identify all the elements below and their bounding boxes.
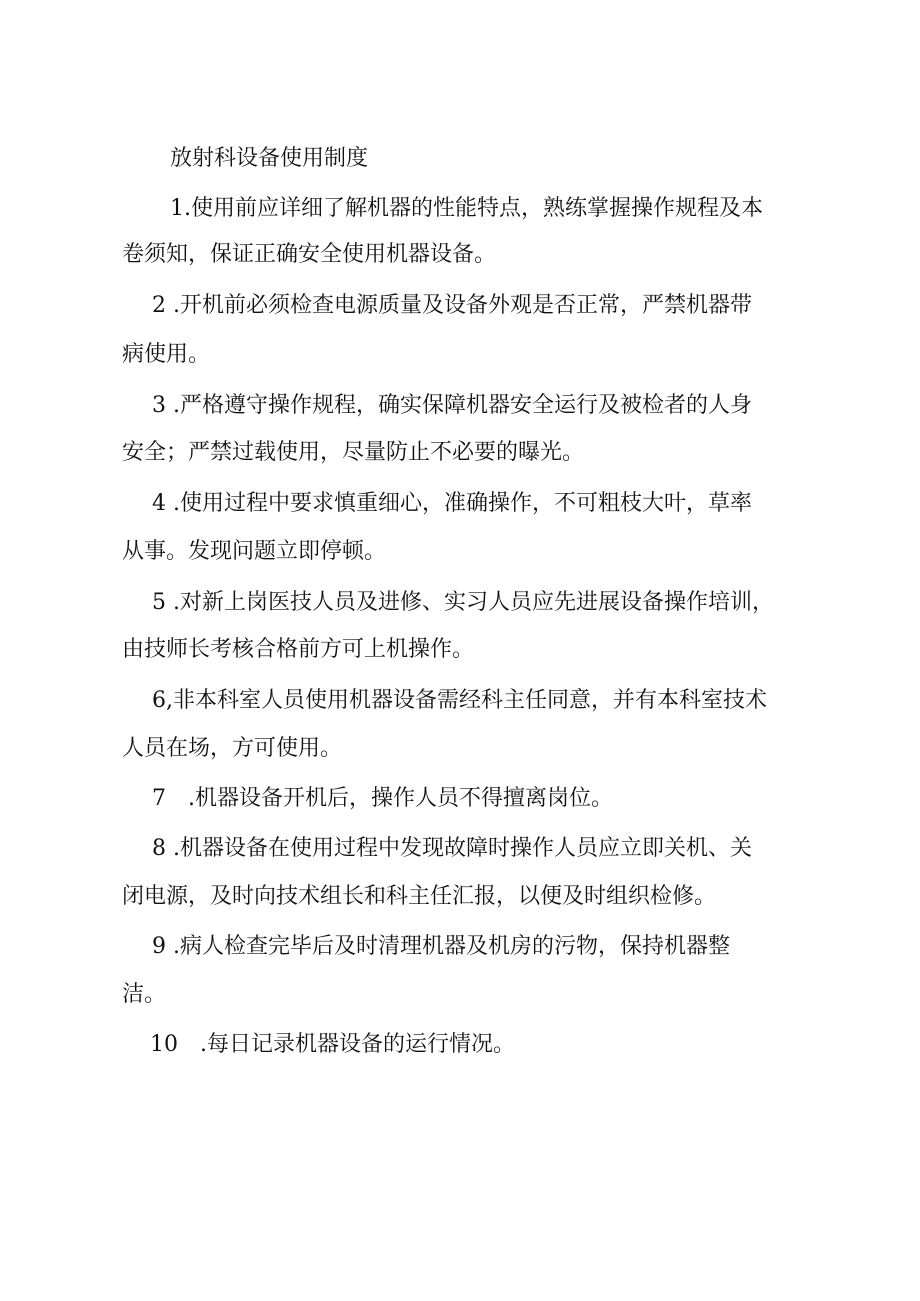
document-title: 放射科设备使用制度 <box>170 146 369 171</box>
item-2-line-2: 病使用。 <box>122 342 211 367</box>
item-4-line-1: 4 .使用过程中要求慎重细心，准确操作，不可粗枝大叶，草率 <box>152 491 752 516</box>
item-6-line-2: 人员在场，方可使用。 <box>122 736 343 761</box>
item-2-line-1: 2 .开机前必须检查电源质量及设备外观是否正常，严禁机器带 <box>152 293 752 318</box>
item-6-line-1: 6,非本科室人员使用机器设备需经科主任同意，并有本科室技术 <box>152 688 767 713</box>
item-7-line-1: 7 .机器设备开机后，操作人员不得擅离岗位。 <box>152 786 613 811</box>
item-4-line-2: 从事。发现问题立即停顿。 <box>122 539 387 564</box>
item-8-line-2: 闭电源，及时向技术组长和科主任汇报，以便及时组织检修。 <box>122 884 717 909</box>
item-5-line-2: 由技师长考核合格前方可上机操作。 <box>122 637 475 662</box>
item-9-line-2: 洁。 <box>122 982 167 1007</box>
item-3-line-1: 3 .严格遵守操作规程，确实保障机器安全运行及被检者的人身 <box>152 393 752 418</box>
item-9-line-1: 9 .病人检查完毕后及时清理机器及机房的污物，保持机器整 <box>152 934 730 959</box>
item-8-line-1: 8 .机器设备在使用过程中发现故障时操作人员应立即关机、关 <box>152 836 752 861</box>
item-5-line-1: 5 .对新上岗医技人员及进修、实习人员应先进展设备操作培训， <box>152 590 774 615</box>
item-10-line-1: 10 .每日记录机器设备的运行情况。 <box>150 1032 515 1057</box>
item-3-line-2: 安全；严禁过载使用，尽量防止不必要的曝光。 <box>122 440 585 465</box>
item-1-line-1: 1.使用前应详细了解机器的性能特点，熟练掌握操作规程及本 <box>170 196 763 221</box>
item-1-line-2: 卷须知，保证正确安全使用机器设备。 <box>122 242 497 267</box>
